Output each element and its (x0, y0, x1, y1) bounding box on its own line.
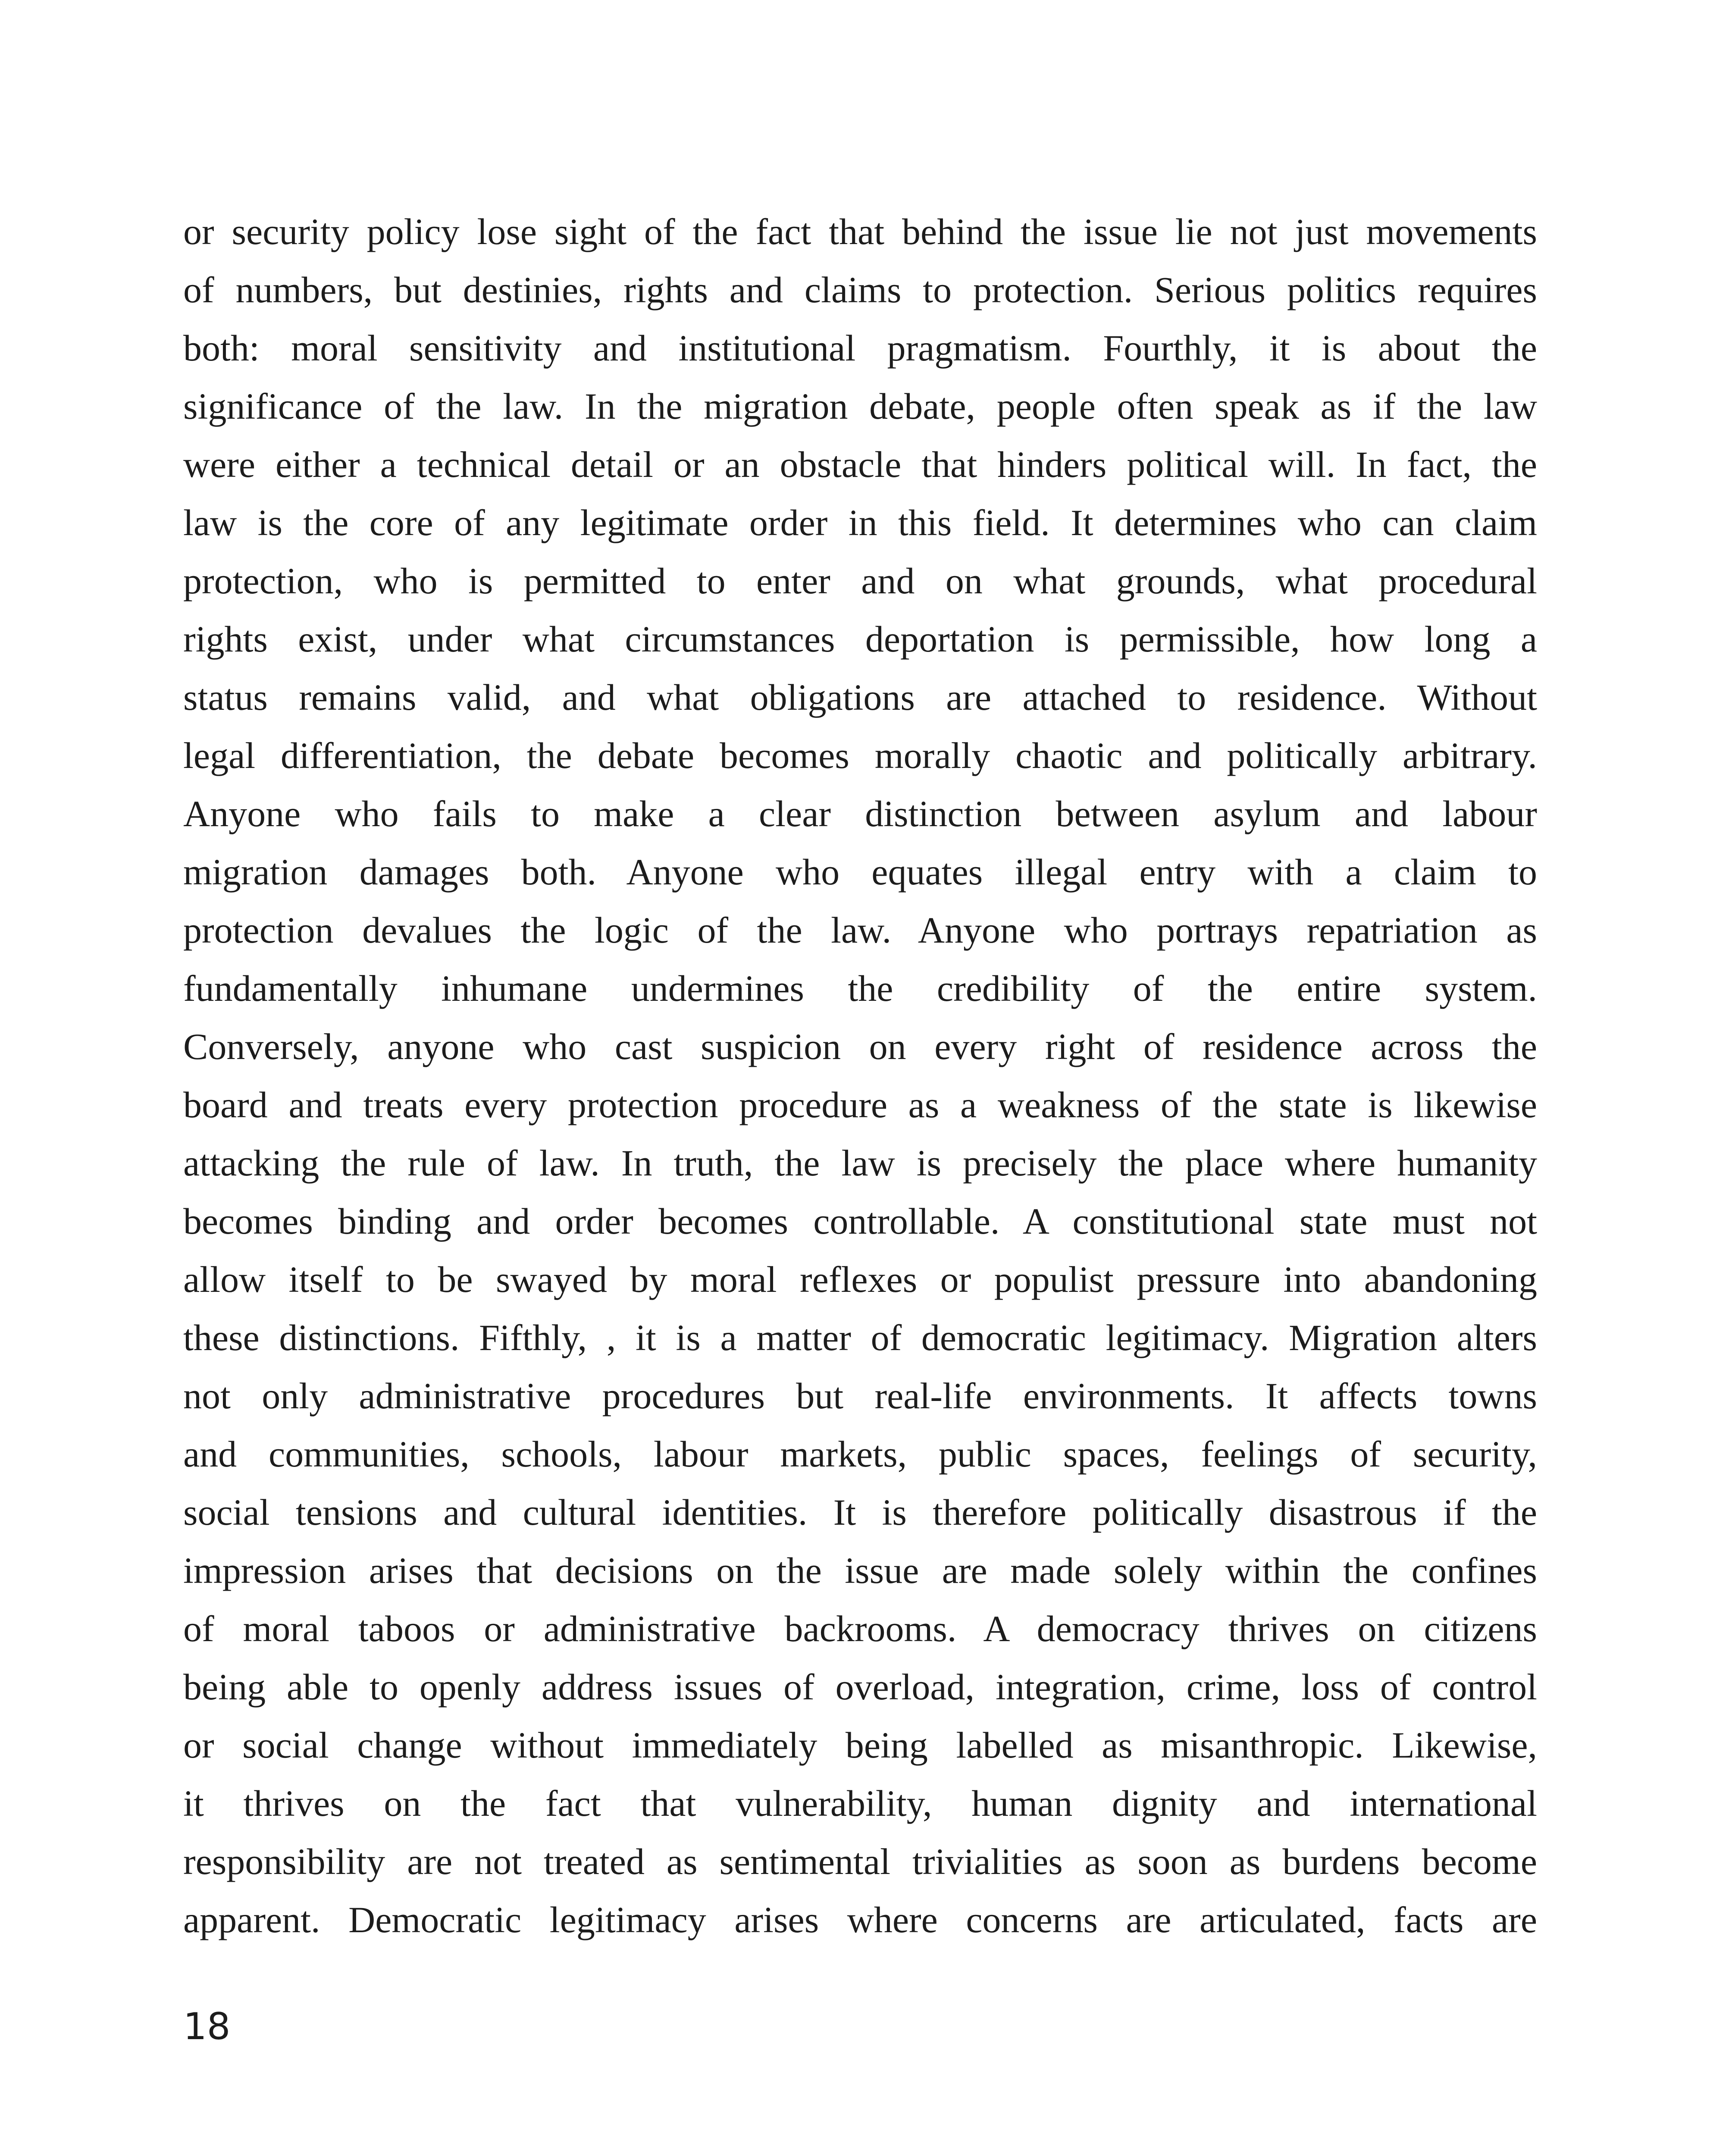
text-line: attacking the rule of law. In truth, the law is precisely the place where humanity (183, 1142, 1537, 1184)
text-line: of moral taboos or administrative backrooms. A democracy thrives on citizens (183, 1608, 1537, 1649)
text-line: it thrives on the fact that vulnerability, human dignity and international (183, 1783, 1537, 1824)
text-line: of numbers, but destinies, rights and claims to protection. Serious politics requires (183, 269, 1537, 310)
text-line: were either a technical detail or an obstacle that hinders political will. In fact, the (183, 444, 1537, 485)
text-line: status remains valid, and what obligations are attached to residence. Without (183, 677, 1537, 718)
text-line: both: moral sensitivity and institutional pragmatism. Fourthly, it is about the (183, 327, 1537, 369)
page-number: 18 (183, 2005, 231, 2048)
text-line: significance of the law. In the migration debate, people often speak as if the law (183, 385, 1537, 427)
text-line: becomes binding and order becomes controllable. A constitutional state must not (183, 1200, 1537, 1242)
text-line: responsibility are not treated as sentimental trivialities as soon as burdens become (183, 1841, 1537, 1882)
text-line: law is the core of any legitimate order in this field. It determines who can claim (183, 502, 1537, 543)
text-line: or social change without immediately being labelled as misanthropic. Likewise, (183, 1724, 1537, 1766)
text-line: apparent. Democratic legitimacy arises where concerns are articulated, facts are (183, 1899, 1537, 1940)
text-line: allow itself to be swayed by moral reflexes or populist pressure into abandoning (183, 1259, 1537, 1300)
body-paragraph (183, 203, 1537, 1949)
text-line: Conversely, anyone who cast suspicion on every right of residence across the (183, 1026, 1537, 1067)
text-line: Anyone who fails to make a clear distinction between asylum and labour (183, 793, 1537, 834)
text-line: legal differentiation, the debate becomes morally chaotic and politically arbitrary. (183, 735, 1537, 776)
text-line: not only administrative procedures but real-life environments. It affects towns (183, 1375, 1537, 1416)
text-line: rights exist, under what circumstances deportation is permissible, how long a (183, 618, 1537, 660)
text-line: these distinctions. Fifthly, , it is a matter of democratic legitimacy. Migration alters (183, 1317, 1537, 1358)
text-line: social tensions and cultural identities. It is therefore politically disastrous if the (183, 1492, 1537, 1533)
text-line: and communities, schools, labour markets, public spaces, feelings of security, (183, 1433, 1537, 1475)
text-line: fundamentally inhumane undermines the credibility of the entire system. (183, 968, 1537, 1009)
text-line: migration damages both. Anyone who equates illegal entry with a claim to (183, 851, 1537, 893)
text-line: or security policy lose sight of the fact that behind the issue lie not just movements (183, 211, 1537, 252)
text-line: impression arises that decisions on the issue are made solely within the confines (183, 1550, 1537, 1591)
text-line: being able to openly address issues of overload, integration, crime, loss of control (183, 1666, 1537, 1708)
text-line: protection devalues the logic of the law. Anyone who portrays repatriation as (183, 909, 1537, 951)
text-line: board and treats every protection procedure as a weakness of the state is likewise (183, 1084, 1537, 1125)
text-line: protection, who is permitted to enter and on what grounds, what procedural (183, 560, 1537, 602)
